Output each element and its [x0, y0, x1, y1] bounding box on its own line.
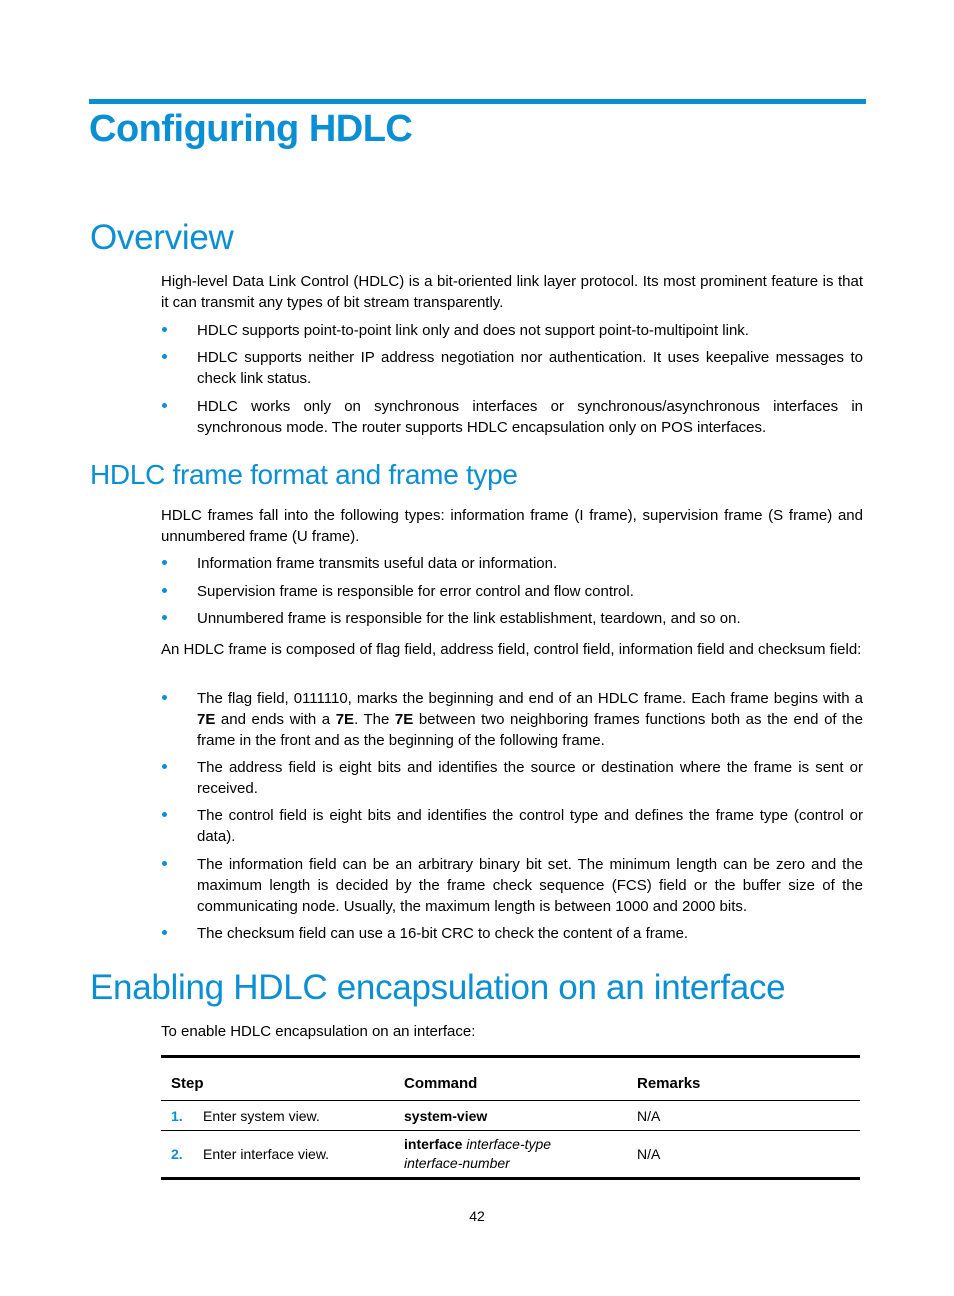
- bullet-icon: [162, 588, 167, 593]
- step-text: Enter system view.: [203, 1107, 320, 1124]
- bullet-icon: [162, 764, 167, 769]
- bullet-icon: [162, 930, 167, 935]
- frame-intro: HDLC frames fall into the following types: information frame (I frame), supervision frame (S frame) and unnumbered frame (U frame).: [161, 507, 863, 545]
- composition-intro: An HDLC frame is composed of flag field, address field, control field, information field and checksum field:: [161, 641, 862, 658]
- bullet-icon: [162, 354, 167, 359]
- list-item: HDLC supports neither IP address negotiation nor authentication. It uses keepalive messages to check link status.: [161, 347, 863, 389]
- header-step: Step: [161, 1057, 394, 1101]
- enable-heading: Enabling HDLC encapsulation on an interface: [90, 968, 786, 1007]
- remarks-cell: N/A: [627, 1101, 860, 1131]
- chapter-rule: [89, 99, 866, 104]
- table-header-row: [161, 1057, 860, 1101]
- step-number: 1.: [171, 1107, 183, 1124]
- list-item: Unnumbered frame is responsible for the link establishment, teardown, and so on.: [161, 608, 863, 629]
- chapter-title: Configuring HDLC: [89, 108, 413, 150]
- remarks-cell: N/A: [627, 1131, 860, 1179]
- overview-intro: High-level Data Link Control (HDLC) is a bit-oriented link layer protocol. Its most prominent feature is that it can transmit any types of bit stream transparently.: [161, 273, 863, 311]
- page-number: 42: [469, 1208, 485, 1224]
- command-keyword: system-view: [404, 1107, 488, 1124]
- bullet-icon: [162, 403, 167, 408]
- bullet-icon: [162, 812, 167, 817]
- list-item: The address field is eight bits and identifies the source or destination where the frame is sent or received.: [161, 757, 863, 799]
- step-number: 2.: [171, 1146, 183, 1162]
- table-row: [161, 1101, 860, 1131]
- command-cell: [394, 1131, 627, 1179]
- bullet-icon: [162, 327, 167, 332]
- bullet-icon: [162, 695, 167, 700]
- list-item: The control field is eight bits and identifies the control type and defines the frame type (control or data).: [161, 805, 863, 847]
- step-cell: [161, 1131, 394, 1179]
- header-remarks: Remarks: [627, 1057, 860, 1101]
- frame-heading: HDLC frame format and frame type: [90, 459, 518, 490]
- frame-field-bullets: [161, 688, 863, 944]
- frame-type-bullets: [161, 553, 863, 629]
- command-argument: interface-type: [466, 1136, 552, 1152]
- bullet-icon: [162, 861, 167, 866]
- list-item: The information field can be an arbitrary binary bit set. The minimum length can be zero and the maximum length is decided by the frame check sequence (FCS) field or the buffer size of the communicating node. Usually, the maximum length is between 1000 and 2000 bits.: [161, 854, 863, 917]
- steps-table: [161, 1055, 860, 1180]
- list-item: The flag field, 0111110, marks the beginning and end of an HDLC frame. Each frame begins with a 7E and ends with a 7E. The 7E between two neighboring frames functions both as the end of the frame in the front and as the beginning of the following frame.: [161, 688, 863, 751]
- table-row: [161, 1131, 860, 1179]
- command-argument: interface-number: [404, 1155, 510, 1171]
- step-text: Enter interface view.: [203, 1146, 330, 1162]
- list-item: The checksum field can use a 16-bit CRC to check the content of a frame.: [161, 923, 863, 944]
- step-cell: [161, 1101, 394, 1131]
- enable-intro: To enable HDLC encapsulation on an interface:: [161, 1023, 476, 1040]
- command-keyword: interface: [404, 1136, 463, 1152]
- header-command: Command: [394, 1057, 627, 1101]
- list-item: HDLC works only on synchronous interfaces or synchronous/asynchronous interfaces in synchronous mode. The router supports HDLC encapsulation only on POS interfaces.: [161, 396, 863, 438]
- bullet-icon: [162, 615, 167, 620]
- list-item: HDLC supports point-to-point link only and does not support point-to-multipoint link.: [161, 320, 863, 341]
- list-item: Supervision frame is responsible for error control and flow control.: [161, 581, 863, 602]
- list-item: Information frame transmits useful data or information.: [161, 553, 863, 574]
- overview-heading: Overview: [90, 218, 234, 257]
- command-cell: [394, 1101, 627, 1131]
- overview-bullets: [161, 320, 863, 438]
- bullet-icon: [162, 560, 167, 565]
